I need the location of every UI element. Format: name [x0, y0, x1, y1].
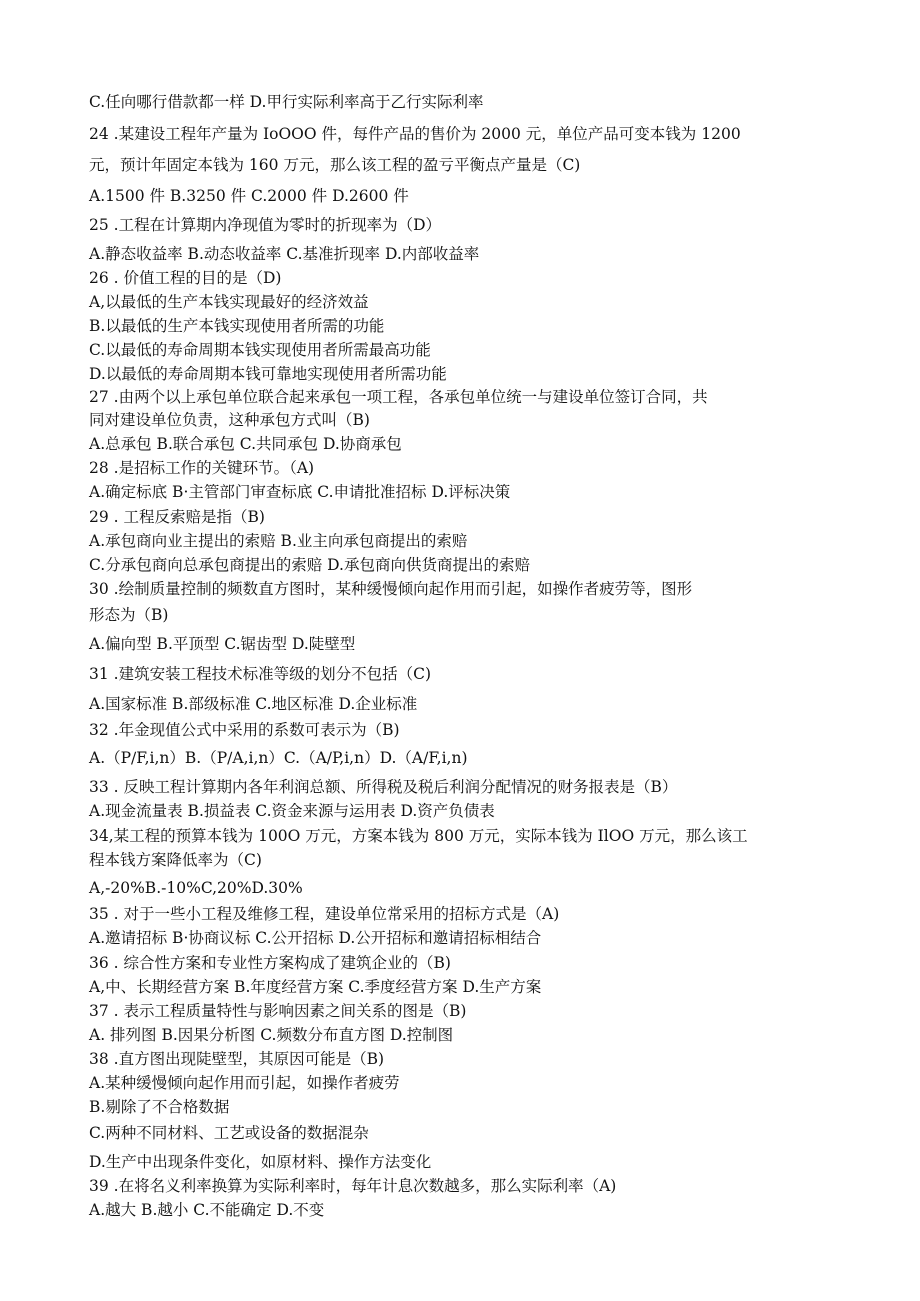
text-line: 34,某工程的预算本钱为 100O 万元，方案本钱为 800 万元，实际本钱为 IlOO 万元，那么该工	[89, 827, 748, 845]
text-line: A.某种缓慢倾向起作用而引起，如操作者疲劳	[89, 1074, 400, 1092]
text-line: A.国家标准 B.部级标准 C.地区标准 D.企业标准	[89, 695, 418, 713]
text-line: A,-20%B.-10%C,20%D.30%	[89, 879, 303, 897]
text-line: 31 .建筑安装工程技术标准等级的划分不包括（C)	[89, 665, 431, 683]
text-line: C.分承包商向总承包商提出的索赔 D.承包商向供货商提出的索赔	[89, 556, 530, 574]
text-line: 元，预计年固定本钱为 160 万元，那么该工程的盈亏平衡点产量是（C)	[89, 156, 581, 174]
text-line: A.确定标底 B·主管部门审查标底 C.申请批准招标 D.评标决策	[89, 483, 511, 501]
text-line: A.承包商向业主提出的索赔 B.业主向承包商提出的索赔	[89, 532, 468, 550]
text-line: A.（P∕F,i,n）B.（P∕A,i,n）C.（A∕P,i,n）D.（A∕F,i,n)	[89, 749, 468, 767]
text-line: 28 .是招标工作的关键环节。（A)	[89, 459, 315, 477]
text-line: A.越大 B.越小 C.不能确定 D.不变	[89, 1201, 325, 1219]
text-line: A.邀请招标 B·协商议标 C.公开招标 D.公开招标和邀请招标相结合	[89, 929, 542, 947]
text-line: A.静态收益率 B.动态收益率 C.基准折现率 D.内部收益率	[89, 245, 480, 263]
text-line: A.1500 件 B.3250 件 C.2000 件 D.2600 件	[89, 187, 409, 205]
text-line: 29 . 工程反索赔是指（B)	[89, 508, 265, 526]
text-line: 37 . 表示工程质量特性与影响因素之间关系的图是（B)	[89, 1002, 467, 1020]
text-line: 24 .某建设工程年产量为 IoOOO 件，每件产品的售价为 2000 元，单位产品可变本钱为 1200	[89, 125, 741, 143]
text-line: 35 . 对于一些小工程及维修工程，建设单位常采用的招标方式是（A)	[89, 905, 560, 923]
text-line: D.生产中出现条件变化，如原材料、操作方法变化	[89, 1153, 432, 1171]
text-line: A. 排列图 B.因果分析图 C.频数分布直方图 D.控制图	[89, 1026, 454, 1044]
text-line: 38 .直方图出现陡壁型，其原因可能是（B)	[89, 1050, 385, 1068]
text-line: 程本钱方案降低率为（C)	[89, 851, 262, 869]
text-line: 36 . 综合性方案和专业性方案构成了建筑企业的（B)	[89, 954, 451, 972]
text-line: A,中、长期经营方案 B.年度经营方案 C.季度经营方案 D.生产方案	[89, 978, 542, 996]
text-line: B.剔除了不合格数据	[89, 1098, 230, 1116]
text-line: 32 .年金现值公式中采用的系数可表示为（B)	[89, 721, 400, 739]
text-line: A.现金流量表 B.损益表 C.资金来源与运用表 D.资产负债表	[89, 802, 495, 820]
text-line: 形态为（B)	[89, 606, 169, 624]
text-line: 33 . 反映工程计算期内各年利润总额、所得税及税后利润分配情况的财务报表是（B）	[89, 778, 678, 796]
text-line: 25 .工程在计算期内净现值为零时的折现率为（D）	[89, 216, 442, 234]
text-line: 27 .由两个以上承包单位联合起来承包一项工程，各承包单位统一与建设单位签订合同，共	[89, 388, 708, 406]
text-line: A.偏向型 B.平顶型 C.锯齿型 D.陡壁型	[89, 635, 356, 653]
text-line: C.任向哪行借款都一样 D.甲行实际利率高于乙行实际利率	[89, 93, 484, 111]
text-line: 同对建设单位负责，这种承包方式叫（B)	[89, 411, 370, 429]
text-line: A.总承包 B.联合承包 C.共同承包 D.协商承包	[89, 435, 402, 453]
text-line: B.以最低的生产本钱实现使用者所需的功能	[89, 317, 385, 335]
text-line: D.以最低的寿命周期本钱可靠地实现使用者所需功能	[89, 365, 447, 383]
text-line: C.两种不同材料、工艺或设备的数据混杂	[89, 1124, 369, 1142]
text-line: 26 . 价值工程的目的是（D)	[89, 269, 282, 287]
text-line: 30 .绘制质量控制的频数直方图时，某种缓慢倾向起作用而引起，如操作者疲劳等，图形	[89, 580, 693, 598]
text-line: C.以最低的寿命周期本钱实现使用者所需最高功能	[89, 341, 431, 359]
text-line: 39 .在将名义利率换算为实际利率时，每年计息次数越多，那么实际利率（A)	[89, 1177, 617, 1195]
text-line: A,以最低的生产本钱实现最好的经济效益	[89, 293, 369, 311]
